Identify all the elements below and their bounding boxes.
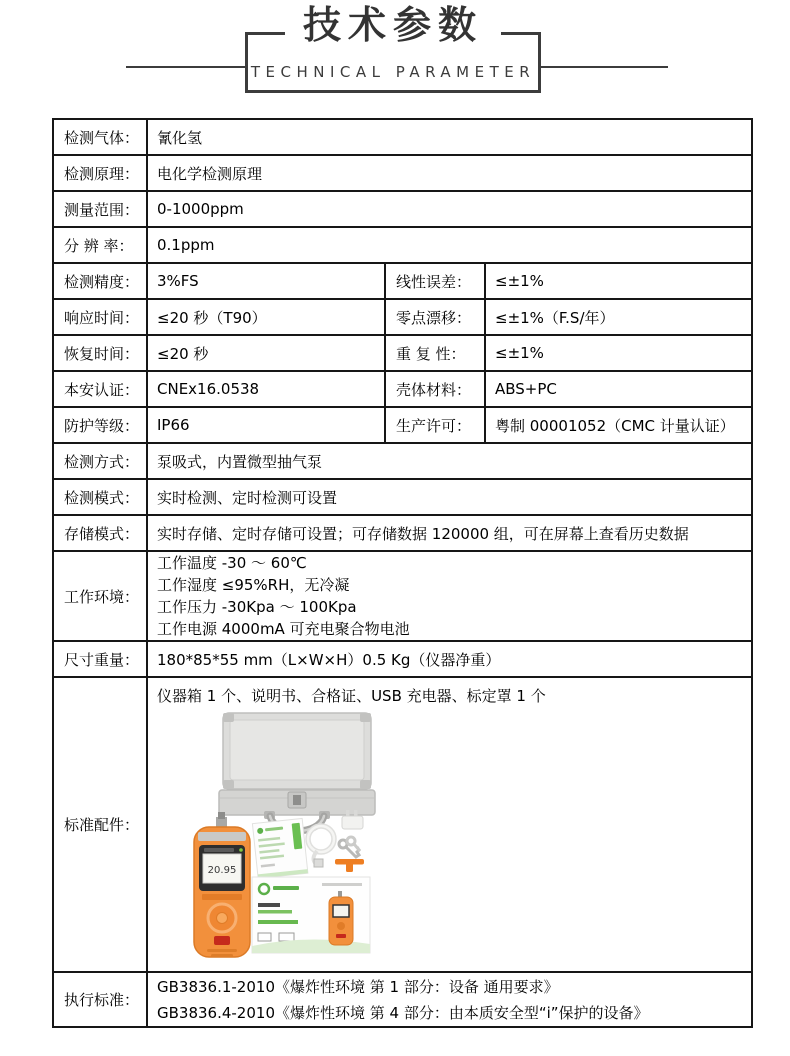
table-row — [53, 263, 752, 299]
row-label: 生产许可： — [385, 407, 485, 443]
table-row — [53, 551, 752, 641]
standard-line: GB3836.4-2010《爆炸性环境 第 4 部分：由本质安全型“i”保护的设备》 — [157, 1003, 649, 1022]
table-row — [53, 155, 752, 191]
instrument-case-icon — [219, 713, 375, 831]
row-value: ≤20 秒 — [147, 335, 385, 371]
row-value — [147, 551, 752, 641]
usb-cable-icon — [308, 826, 334, 867]
table-row — [53, 641, 752, 677]
detector-screen: 20.95 — [207, 865, 237, 876]
table-row — [53, 227, 752, 263]
env-line: 工作电源 4000mA 可充电聚合物电池 — [157, 620, 410, 638]
row-value: 0-1000ppm — [147, 191, 752, 227]
env-line: 工作湿度 ≤95%RH，无冷凝 — [157, 576, 350, 594]
row-label: 本安认证： — [53, 371, 147, 407]
row-label: 分 辨 率： — [53, 227, 147, 263]
row-value: 实时检测、定时检测可设置 — [147, 479, 752, 515]
row-label: 壳体材料： — [385, 371, 485, 407]
row-label: 工作环境： — [53, 551, 147, 641]
row-label: 标准配件： — [53, 677, 147, 972]
page-subtitle: TECHNICAL PARAMETER — [250, 63, 536, 81]
table-row — [53, 515, 752, 551]
row-value: 0.1ppm — [147, 227, 752, 263]
row-value: ≤±1%（F.S/年） — [485, 299, 752, 335]
row-label: 响应时间： — [53, 299, 147, 335]
row-label: 检测原理： — [53, 155, 147, 191]
table-row — [53, 407, 752, 443]
manual-booklet-icon — [252, 877, 370, 953]
table-row — [53, 677, 752, 972]
row-value: ≤20 秒（T90） — [147, 299, 385, 335]
table-row — [53, 335, 752, 371]
row-label: 测量范围： — [53, 191, 147, 227]
table-row — [53, 443, 752, 479]
row-label: 尺寸重量： — [53, 641, 147, 677]
row-label: 重 复 性： — [385, 335, 485, 371]
row-label: 检测精度： — [53, 263, 147, 299]
row-value: CNEx16.0538 — [147, 371, 385, 407]
env-line: 工作压力 -30Kpa ～ 100Kpa — [157, 598, 357, 616]
table-row — [53, 119, 752, 155]
row-value: 3%FS — [147, 263, 385, 299]
row-value: IP66 — [147, 407, 385, 443]
table-row — [53, 191, 752, 227]
table-row — [53, 371, 752, 407]
product-photo — [157, 711, 457, 963]
table-row — [53, 972, 752, 1027]
row-value: ≤±1% — [485, 335, 752, 371]
spec-table — [52, 118, 753, 1028]
row-value: ABS+PC — [485, 371, 752, 407]
row-label: 防护等级： — [53, 407, 147, 443]
row-label: 执行标准： — [53, 972, 147, 1027]
table-row — [53, 479, 752, 515]
row-label: 存储模式： — [53, 515, 147, 551]
page-title: 技术参数 — [285, 4, 501, 48]
row-label: 线性误差： — [385, 263, 485, 299]
row-value: 180*85*55 mm（L×W×H）0.5 Kg（仪器净重） — [147, 641, 752, 677]
header-rule-right — [541, 66, 668, 68]
certificate-booklet-icon — [252, 818, 307, 878]
env-line: 工作温度 -30 ～ 60℃ — [157, 554, 307, 572]
row-label: 恢复时间： — [53, 335, 147, 371]
row-label: 零点漂移： — [385, 299, 485, 335]
row-value: 泵吸式，内置微型抽气泵 — [147, 443, 752, 479]
row-value — [147, 972, 752, 1027]
row-label: 检测模式： — [53, 479, 147, 515]
row-label: 检测方式： — [53, 443, 147, 479]
row-value — [147, 677, 752, 972]
row-value: 实时存储、定时存储可设置；可存储数据 120000 组，可在屏幕上查看历史数据 — [147, 515, 752, 551]
accessories-text: 仪器箱 1 个、说明书、合格证、USB 充电器、标定罩 1 个 — [157, 687, 546, 705]
standard-line: GB3836.1-2010《爆炸性环境 第 1 部分：设备 通用要求》 — [157, 977, 559, 996]
gas-detector-icon — [194, 812, 250, 957]
calibration-cap-icon — [335, 859, 364, 872]
row-value: 氰化氢 — [147, 119, 752, 155]
page-header — [0, 0, 790, 110]
keys-icon — [339, 837, 360, 857]
row-value: 粤制 00001052（CMC 计量认证） — [485, 407, 752, 443]
header-rule-left — [126, 66, 245, 68]
row-value: 电化学检测原理 — [147, 155, 752, 191]
row-value: ≤±1% — [485, 263, 752, 299]
table-row — [53, 299, 752, 335]
row-label: 检测气体： — [53, 119, 147, 155]
